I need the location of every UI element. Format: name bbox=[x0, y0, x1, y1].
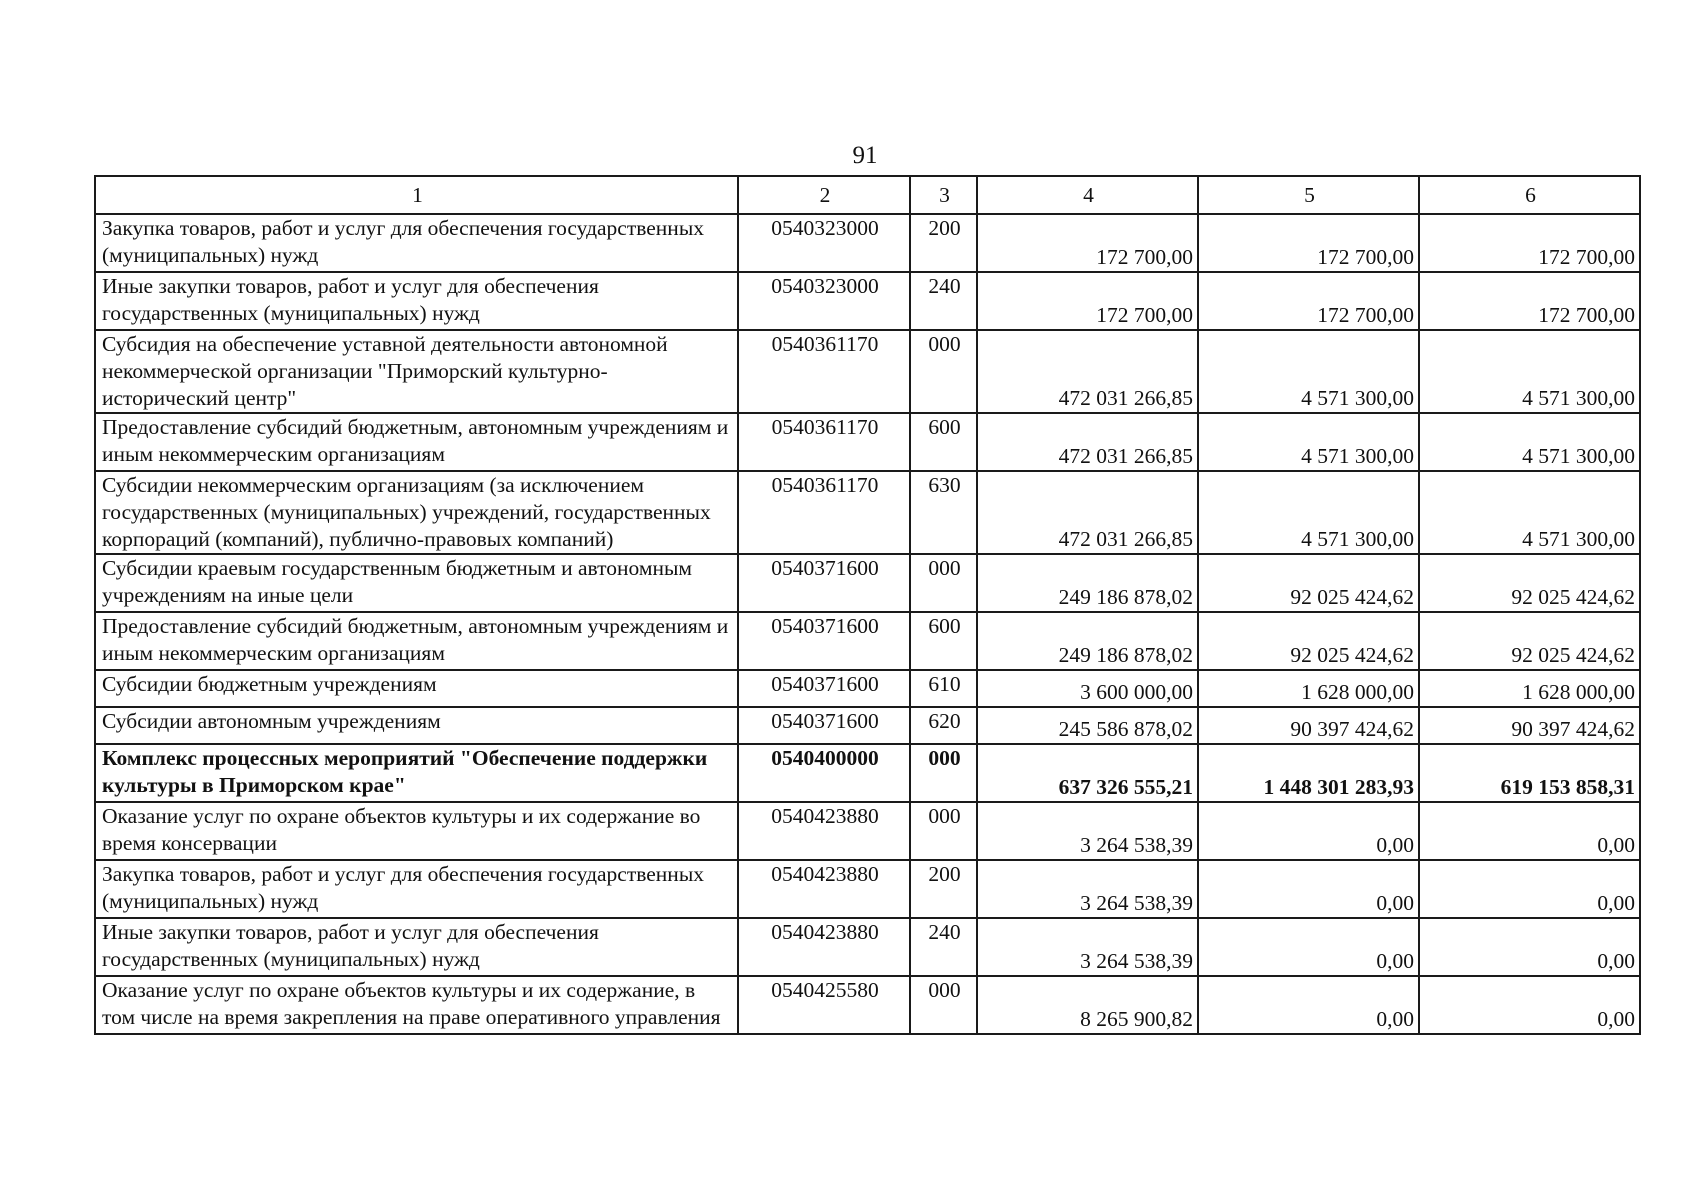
column-header-6: 6 bbox=[1419, 176, 1640, 214]
budget-table bbox=[94, 175, 1641, 1035]
table-row bbox=[95, 860, 1640, 918]
row-kind-cell: 610 bbox=[910, 670, 977, 707]
row-code-cell: 0540425580 bbox=[738, 976, 910, 1034]
table-row bbox=[95, 744, 1640, 802]
table-row bbox=[95, 214, 1640, 272]
row-name-cell: Субсидии некоммерческим организациям (за исключением государственных (муниципальных) учреждений, государственных корпораций (компаний), публично-правовых компаний) bbox=[95, 471, 738, 554]
row-code-cell: 0540423880 bbox=[738, 860, 910, 918]
row-kind-cell: 200 bbox=[910, 214, 977, 272]
column-header-2: 2 bbox=[738, 176, 910, 214]
row-value-6-cell: 172 700,00 bbox=[1419, 214, 1640, 272]
row-value-4-cell: 3 264 538,39 bbox=[977, 918, 1198, 976]
row-value-6-cell: 0,00 bbox=[1419, 860, 1640, 918]
table-row bbox=[95, 272, 1640, 330]
row-kind-cell: 240 bbox=[910, 272, 977, 330]
row-value-4-cell: 472 031 266,85 bbox=[977, 413, 1198, 471]
table-row bbox=[95, 918, 1640, 976]
row-code-cell: 0540371600 bbox=[738, 707, 910, 744]
row-kind-cell: 000 bbox=[910, 802, 977, 860]
row-value-6-cell: 92 025 424,62 bbox=[1419, 554, 1640, 612]
row-value-6-cell: 172 700,00 bbox=[1419, 272, 1640, 330]
row-kind-cell: 600 bbox=[910, 413, 977, 471]
row-value-5-cell: 92 025 424,62 bbox=[1198, 554, 1419, 612]
row-name-cell: Субсидии краевым государственным бюджетным и автономным учреждениям на иные цели bbox=[95, 554, 738, 612]
row-value-6-cell: 92 025 424,62 bbox=[1419, 612, 1640, 670]
row-code-cell: 0540323000 bbox=[738, 214, 910, 272]
row-value-6-cell: 90 397 424,62 bbox=[1419, 707, 1640, 744]
row-code-cell: 0540361170 bbox=[738, 413, 910, 471]
row-name-cell: Закупка товаров, работ и услуг для обеспечения государственных (муниципальных) нужд bbox=[95, 214, 738, 272]
row-code-cell: 0540371600 bbox=[738, 554, 910, 612]
row-value-5-cell: 92 025 424,62 bbox=[1198, 612, 1419, 670]
row-value-5-cell: 172 700,00 bbox=[1198, 214, 1419, 272]
header-row bbox=[95, 176, 1640, 214]
row-code-cell: 0540361170 bbox=[738, 330, 910, 413]
row-value-6-cell: 4 571 300,00 bbox=[1419, 413, 1640, 471]
row-value-6-cell: 619 153 858,31 bbox=[1419, 744, 1640, 802]
row-value-5-cell: 90 397 424,62 bbox=[1198, 707, 1419, 744]
row-value-5-cell: 1 448 301 283,93 bbox=[1198, 744, 1419, 802]
row-value-5-cell: 4 571 300,00 bbox=[1198, 413, 1419, 471]
row-kind-cell: 200 bbox=[910, 860, 977, 918]
row-name-cell: Субсидии автономным учреждениям bbox=[95, 707, 738, 744]
row-value-6-cell: 0,00 bbox=[1419, 918, 1640, 976]
row-value-4-cell: 249 186 878,02 bbox=[977, 554, 1198, 612]
row-kind-cell: 000 bbox=[910, 330, 977, 413]
row-value-4-cell: 3 264 538,39 bbox=[977, 860, 1198, 918]
row-value-5-cell: 4 571 300,00 bbox=[1198, 330, 1419, 413]
row-value-4-cell: 472 031 266,85 bbox=[977, 471, 1198, 554]
table-row bbox=[95, 554, 1640, 612]
row-value-4-cell: 637 326 555,21 bbox=[977, 744, 1198, 802]
row-name-cell: Иные закупки товаров, работ и услуг для обеспечения государственных (муниципальных) нужд bbox=[95, 918, 738, 976]
row-value-4-cell: 172 700,00 bbox=[977, 272, 1198, 330]
row-name-cell: Закупка товаров, работ и услуг для обеспечения государственных (муниципальных) нужд bbox=[95, 860, 738, 918]
row-name-cell: Субсидия на обеспечение уставной деятельности автономной некоммерческой организации "Приморский культурно-исторический центр" bbox=[95, 330, 738, 413]
table-row bbox=[95, 670, 1640, 707]
row-name-cell: Предоставление субсидий бюджетным, автономным учреждениям и иным некоммерческим организациям bbox=[95, 612, 738, 670]
row-value-6-cell: 0,00 bbox=[1419, 976, 1640, 1034]
row-value-5-cell: 1 628 000,00 bbox=[1198, 670, 1419, 707]
row-value-4-cell: 8 265 900,82 bbox=[977, 976, 1198, 1034]
row-kind-cell: 000 bbox=[910, 976, 977, 1034]
row-value-5-cell: 0,00 bbox=[1198, 976, 1419, 1034]
column-header-1: 1 bbox=[95, 176, 738, 214]
table-body bbox=[95, 214, 1640, 1034]
row-value-4-cell: 3 264 538,39 bbox=[977, 802, 1198, 860]
row-kind-cell: 620 bbox=[910, 707, 977, 744]
row-name-cell: Комплекс процессных мероприятий "Обеспечение поддержки культуры в Приморском крае" bbox=[95, 744, 738, 802]
row-name-cell: Оказание услуг по охране объектов культуры и их содержание во время консервации bbox=[95, 802, 738, 860]
row-code-cell: 0540361170 bbox=[738, 471, 910, 554]
row-value-6-cell: 4 571 300,00 bbox=[1419, 471, 1640, 554]
row-value-5-cell: 172 700,00 bbox=[1198, 272, 1419, 330]
row-kind-cell: 630 bbox=[910, 471, 977, 554]
row-value-6-cell: 4 571 300,00 bbox=[1419, 330, 1640, 413]
table-row bbox=[95, 330, 1640, 413]
column-header-5: 5 bbox=[1198, 176, 1419, 214]
table-row bbox=[95, 976, 1640, 1034]
row-name-cell: Предоставление субсидий бюджетным, автономным учреждениям и иным некоммерческим организациям bbox=[95, 413, 738, 471]
row-code-cell: 0540371600 bbox=[738, 612, 910, 670]
row-code-cell: 0540423880 bbox=[738, 802, 910, 860]
page-number: 91 bbox=[852, 142, 878, 169]
table-row bbox=[95, 612, 1640, 670]
row-value-5-cell: 0,00 bbox=[1198, 860, 1419, 918]
row-name-cell: Оказание услуг по охране объектов культуры и их содержание, в том числе на время закрепления на праве оперативного управления bbox=[95, 976, 738, 1034]
row-value-4-cell: 3 600 000,00 bbox=[977, 670, 1198, 707]
row-value-6-cell: 0,00 bbox=[1419, 802, 1640, 860]
table-row bbox=[95, 707, 1640, 744]
row-name-cell: Субсидии бюджетным учреждениям bbox=[95, 670, 738, 707]
row-value-5-cell: 0,00 bbox=[1198, 918, 1419, 976]
row-value-4-cell: 245 586 878,02 bbox=[977, 707, 1198, 744]
row-value-5-cell: 0,00 bbox=[1198, 802, 1419, 860]
row-kind-cell: 600 bbox=[910, 612, 977, 670]
row-value-6-cell: 1 628 000,00 bbox=[1419, 670, 1640, 707]
table-row bbox=[95, 802, 1640, 860]
row-kind-cell: 000 bbox=[910, 554, 977, 612]
row-code-cell: 0540423880 bbox=[738, 918, 910, 976]
table-row bbox=[95, 413, 1640, 471]
row-kind-cell: 000 bbox=[910, 744, 977, 802]
row-code-cell: 0540371600 bbox=[738, 670, 910, 707]
row-value-4-cell: 249 186 878,02 bbox=[977, 612, 1198, 670]
row-value-4-cell: 472 031 266,85 bbox=[977, 330, 1198, 413]
row-value-4-cell: 172 700,00 bbox=[977, 214, 1198, 272]
row-kind-cell: 240 bbox=[910, 918, 977, 976]
table-row bbox=[95, 471, 1640, 554]
row-code-cell: 0540400000 bbox=[738, 744, 910, 802]
row-value-5-cell: 4 571 300,00 bbox=[1198, 471, 1419, 554]
column-header-3: 3 bbox=[910, 176, 977, 214]
row-code-cell: 0540323000 bbox=[738, 272, 910, 330]
column-header-4: 4 bbox=[977, 176, 1198, 214]
row-name-cell: Иные закупки товаров, работ и услуг для обеспечения государственных (муниципальных) нужд bbox=[95, 272, 738, 330]
